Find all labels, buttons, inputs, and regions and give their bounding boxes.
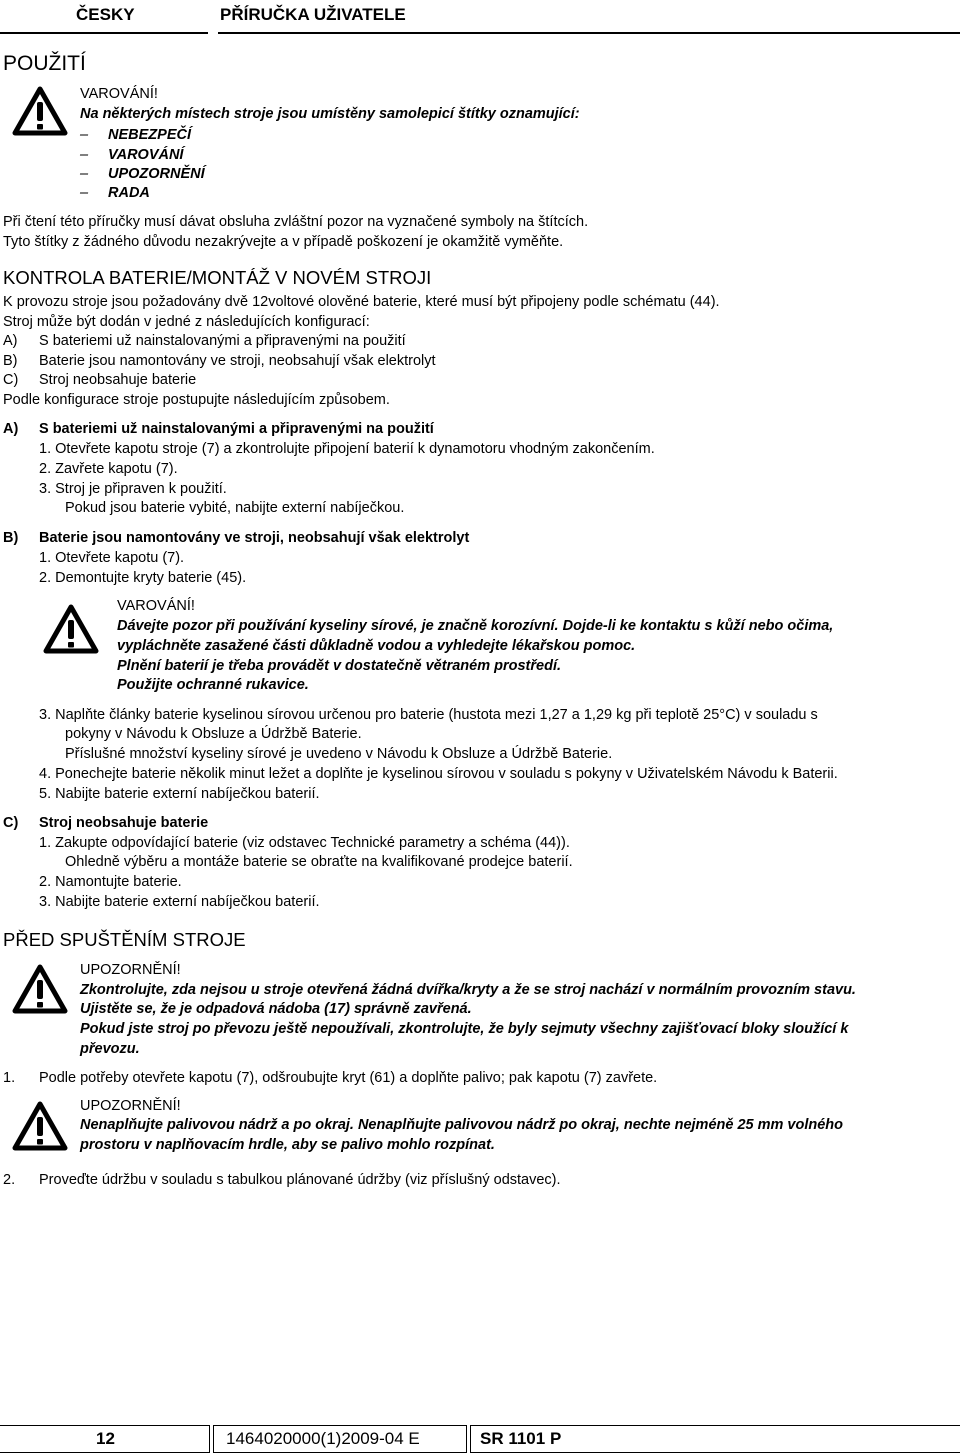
label-dash: – [80, 147, 89, 163]
step: 4. Ponechejte baterie několik minut ležet a doplňte je kyselinou sírovou v souladu s pokyny v Uživatelském Návodu k Baterii. [39, 766, 838, 782]
start-step: Podle potřeby otevřete kapotu (7), odšroubujte kryt (61) a doplňte palivo; pak kapotu (7) zavřete. [39, 1070, 658, 1086]
label-dash: – [80, 127, 89, 143]
step: 2. Zavřete kapotu (7). [39, 461, 178, 477]
subsection-a-title: S bateriemi už nainstalovanými a připravenými na použití [39, 421, 434, 437]
subsection-a-letter: A) [3, 421, 19, 437]
use-paragraph: Při čtení této příručky musí dávat obsluha zvláštní pozor na vyznačené symboly na štítcích. [3, 214, 589, 230]
caution1-line: Zkontrolujte, zda nejsou u stroje otevřená žádná dvířka/kryty a že se stroj nachází v normálním provozním stavu. [80, 982, 856, 998]
config-letter: C) [3, 372, 19, 388]
step-note: Ohledně výběru a montáže baterie se obraťte na kvalifikované prodejce baterií. [65, 854, 573, 870]
config-letter: B) [3, 353, 18, 369]
start-step-number: 2. [3, 1172, 16, 1188]
section-use-title: POUŽITÍ [3, 52, 86, 75]
step-note: Pokud jsou baterie vybité, nabijte externí nabíječkou. [65, 500, 405, 516]
use-paragraph: Tyto štítky z žádného důvodu nezakrývejte a v případě poškození je okamžitě vyměňte. [3, 234, 564, 250]
caution1-line: Ujistěte se, že je odpadová nádoba (17) správně zavřená. [80, 1001, 472, 1017]
subsection-c-letter: C) [3, 815, 19, 831]
b-warning-label: VAROVÁNÍ! [117, 598, 195, 614]
use-warning-label: VAROVÁNÍ! [80, 86, 158, 102]
caution2-label: UPOZORNĚNÍ! [80, 1098, 181, 1114]
section-start-title: PŘED SPUŠTĚNÍM STROJE [3, 929, 246, 950]
footer-model: SR 1101 P [480, 1429, 562, 1448]
step: 2. Demontujte kryty baterie (45). [39, 570, 247, 586]
label-item: UPOZORNĚNÍ [108, 166, 205, 182]
step: 3. Naplňte články baterie kyselinou sírovou určenou pro baterie (hustota mezi 1,27 a 1,29 kg při teplotě 25°C) v souladu s [39, 707, 818, 723]
label-item: RADA [108, 185, 150, 201]
config-text: Baterie jsou namontovány ve stroji, neobsahují však elektrolyt [39, 353, 436, 369]
label-dash: – [80, 185, 89, 201]
caution1-label: UPOZORNĚNÍ! [80, 962, 181, 978]
subsection-c-title: Stroj neobsahuje baterie [39, 815, 209, 831]
start-step-number: 1. [3, 1070, 16, 1086]
config-letter: A) [3, 333, 18, 349]
step: 1. Otevřete kapotu stroje (7) a zkontrolujte připojení baterií k dynamotoru vhodným zakončením. [39, 441, 655, 457]
config-text: S bateriemi už nainstalovanými a připravenými na použití [39, 333, 406, 349]
subsection-b-title: Baterie jsou namontovány ve stroji, neobsahují však elektrolyt [39, 530, 470, 546]
label-item: NEBEZPEČÍ [108, 127, 191, 143]
label-item: VAROVÁNÍ [108, 147, 184, 163]
section-battery-title: KONTROLA BATERIE/MONTÁŽ V NOVÉM STROJI [3, 267, 432, 288]
label-dash: – [80, 166, 89, 182]
caution1-line: Pokud jste stroj po převozu ještě nepoužívali, zkontrolujte, že byly sejmuty všechny zajišťovací bloky sloužící k [80, 1021, 849, 1037]
step: 1. Zakupte odpovídající baterie (viz odstavec Technické parametry a schéma (44)). [39, 835, 570, 851]
step: 3. Nabijte baterie externí nabíječkou baterií. [39, 894, 320, 910]
header-rule-right [218, 32, 960, 34]
start-step: Proveďte údržbu v souladu s tabulkou plánované údržby (viz příslušný odstavec). [39, 1172, 561, 1188]
subsection-b-letter: B) [3, 530, 19, 546]
warning-triangle-icon [43, 604, 99, 654]
b-warning-line: Plnění baterií je třeba provádět v dostatečně větraném prostředí. [117, 658, 561, 674]
warning-triangle-icon [12, 964, 68, 1014]
footer-page-number: 12 [96, 1429, 115, 1448]
step: 3. Stroj je připraven k použití. [39, 481, 227, 497]
caution1-line: převozu. [80, 1041, 140, 1057]
b-warning-line: vypláchněte zasažené části důkladně vodou a vyhledejte lékařskou pomoc. [117, 638, 636, 654]
step: 1. Otevřete kapotu (7). [39, 550, 185, 566]
step-note: pokyny v Návodu k Obsluze a Údržbě Baterie. [65, 726, 362, 742]
header-title: PŘÍRUČKA UŽIVATELE [220, 5, 406, 24]
header-language: ČESKY [76, 5, 135, 24]
battery-intro: K provozu stroje jsou požadovány dvě 12voltové olověné baterie, které musí být připojeny podle schématu (44). [3, 294, 720, 310]
caution2-line: prostoru v naplňovacím hrdle, aby se palivo mohlo rozpínat. [80, 1137, 495, 1153]
footer-doc-code: 1464020000(1)2009-04 E [226, 1429, 420, 1448]
use-warning-text: Na některých místech stroje jsou umístěny samolepicí štítky oznamující: [80, 106, 580, 122]
caution2-line: Nenaplňujte palivovou nádrž a po okraj. Nenaplňujte palivovou nádrž po okraj, nechte nejméně 25 mm volného [80, 1117, 844, 1133]
step: 2. Namontujte baterie. [39, 874, 182, 890]
battery-intro: Podle konfigurace stroje postupujte následujícím způsobem. [3, 392, 390, 408]
b-warning-line: Použijte ochranné rukavice. [117, 677, 309, 693]
battery-intro: Stroj může být dodán v jedné z následujících konfigurací: [3, 314, 370, 330]
header-rule-left [0, 32, 208, 34]
warning-triangle-icon [12, 1101, 68, 1151]
warning-triangle-icon [12, 86, 68, 136]
config-text: Stroj neobsahuje baterie [39, 372, 197, 388]
step-note: Příslušné množství kyseliny sírové je uvedeno v Návodu k Obsluze a Údržbě Baterie. [65, 746, 613, 762]
b-warning-line: Dávejte pozor při používání kyseliny sírové, je značně korozívní. Dojde-li ke kontaktu s kůží nebo očima, [117, 618, 834, 634]
step: 5. Nabijte baterie externí nabíječkou baterií. [39, 786, 320, 802]
